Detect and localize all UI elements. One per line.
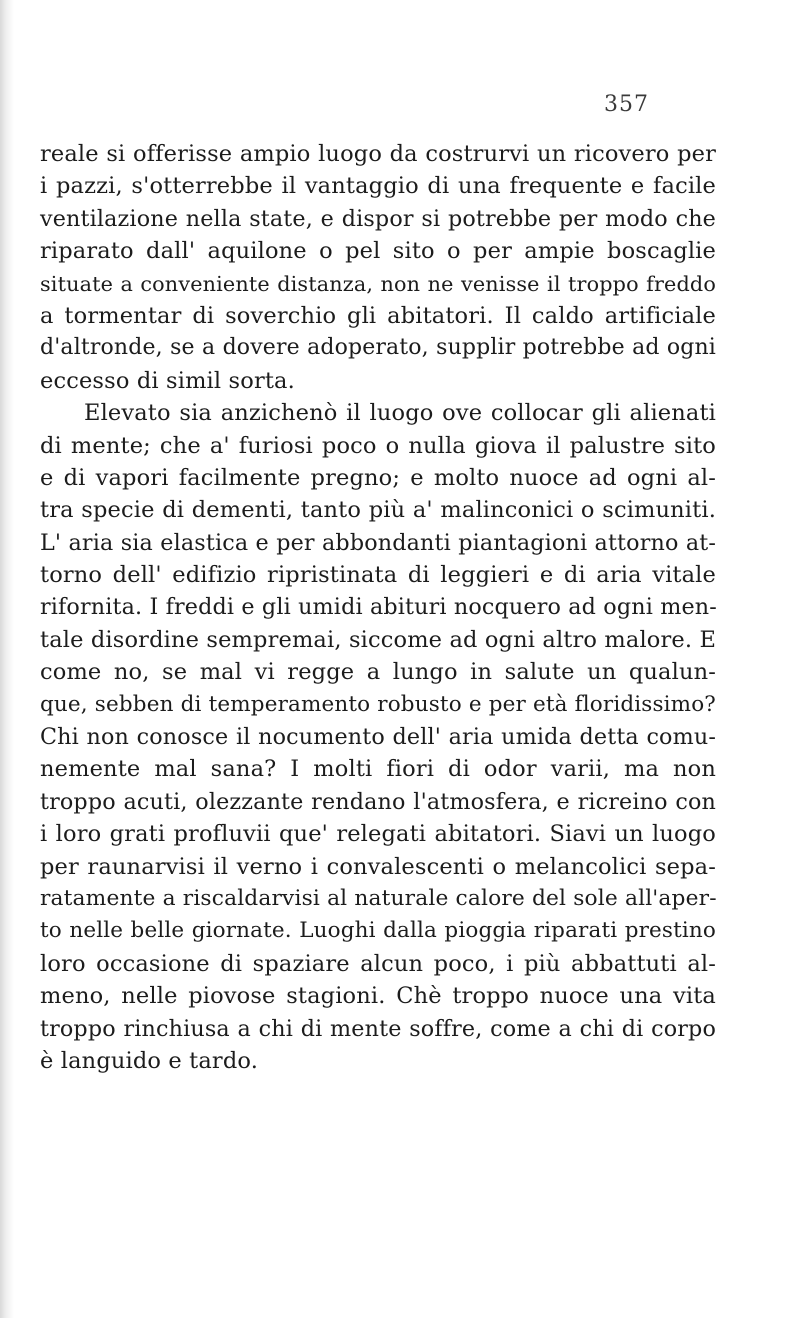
text-line: come no, se mal vi regge a lungo in salute un qualun- [40, 659, 716, 686]
text-line: ventilazione nella state, e dispor si potrebbe per modo che [40, 205, 716, 232]
text-line: situate a conveniente distanza, non ne venisse il troppo freddo [40, 271, 716, 296]
text-line: que, sebben di temperamento robusto e per età floridissimo? [40, 691, 716, 717]
text-line: reale si offerisse ampio luogo da costrurvi un ricovero per [40, 141, 716, 167]
paragraph-end-line: eccesso di simil sorta. [40, 367, 295, 394]
text-line: i pazzi, s'otterrebbe il vantaggio di una frequente e facile [40, 173, 716, 200]
text-line: i loro grati profluvii que' relegati abitatori. Siavi un luogo [40, 821, 716, 848]
text-line: d'altronde, se a dovere adoperato, supplir potrebbe ad ogni [40, 335, 716, 361]
text-line: loro occasione di spaziare alcun poco, i più abbattuti al- [40, 950, 716, 977]
paragraph-start-line: Elevato sia anzichenò il luogo ove collocar gli alienati [84, 400, 716, 427]
text-line: tra specie di dementi, tanto più a' malinconici o scimuniti. [40, 497, 716, 524]
text-line: e di vapori facilmente pregno; e molto nuoce ad ogni al- [40, 464, 716, 491]
text-line: troppo acuti, olezzante rendano l'atmosfera, e ricreino con [40, 788, 716, 815]
text-line: L' aria sia elastica e per abbondanti piantagioni attorno at- [40, 529, 716, 556]
text-line: per raunarvisi il verno i convalescenti o melancolici sepa- [40, 853, 716, 880]
text-line: di mente; che a' furiosi poco o nulla giova il palustre sito [40, 432, 716, 459]
text-line: riparato dall' aquilone o pel sito o per ampie boscaglie [40, 238, 716, 265]
text-line: tale disordine sempremai, siccome ad ogni altro malore. E [40, 626, 717, 653]
body-text [40, 138, 716, 1077]
text-line: nemente mal sana? I molti fiori di odor varii, ma non [40, 756, 716, 783]
text-line: ratamente a riscaldarvisi al naturale calore del sole all'aper- [40, 885, 717, 911]
page-number: 357 [604, 92, 649, 117]
paragraph-end-line: è languido e tardo. [40, 1047, 258, 1074]
text-line: a tormentar di soverchio gli abitatori. Il caldo artificiale [40, 302, 716, 329]
text-line: to nelle belle giornate. Luoghi dalla pioggia riparati prestino [40, 918, 716, 944]
text-line: meno, nelle piovose stagioni. Chè troppo nuoce una vita [40, 983, 716, 1010]
text-line: torno dell' edifizio ripristinata di leggieri e di aria vitale [40, 562, 716, 589]
text-line: rifornita. I freddi e gli umidi abituri nocquero ad ogni men- [40, 594, 717, 621]
text-line: Chi non conosce il nocumento dell' aria umida detta comu- [40, 724, 716, 751]
binding-gutter [0, 0, 14, 1318]
text-line: troppo rinchiusa a chi di mente soffre, come a chi di corpo [40, 1015, 716, 1042]
